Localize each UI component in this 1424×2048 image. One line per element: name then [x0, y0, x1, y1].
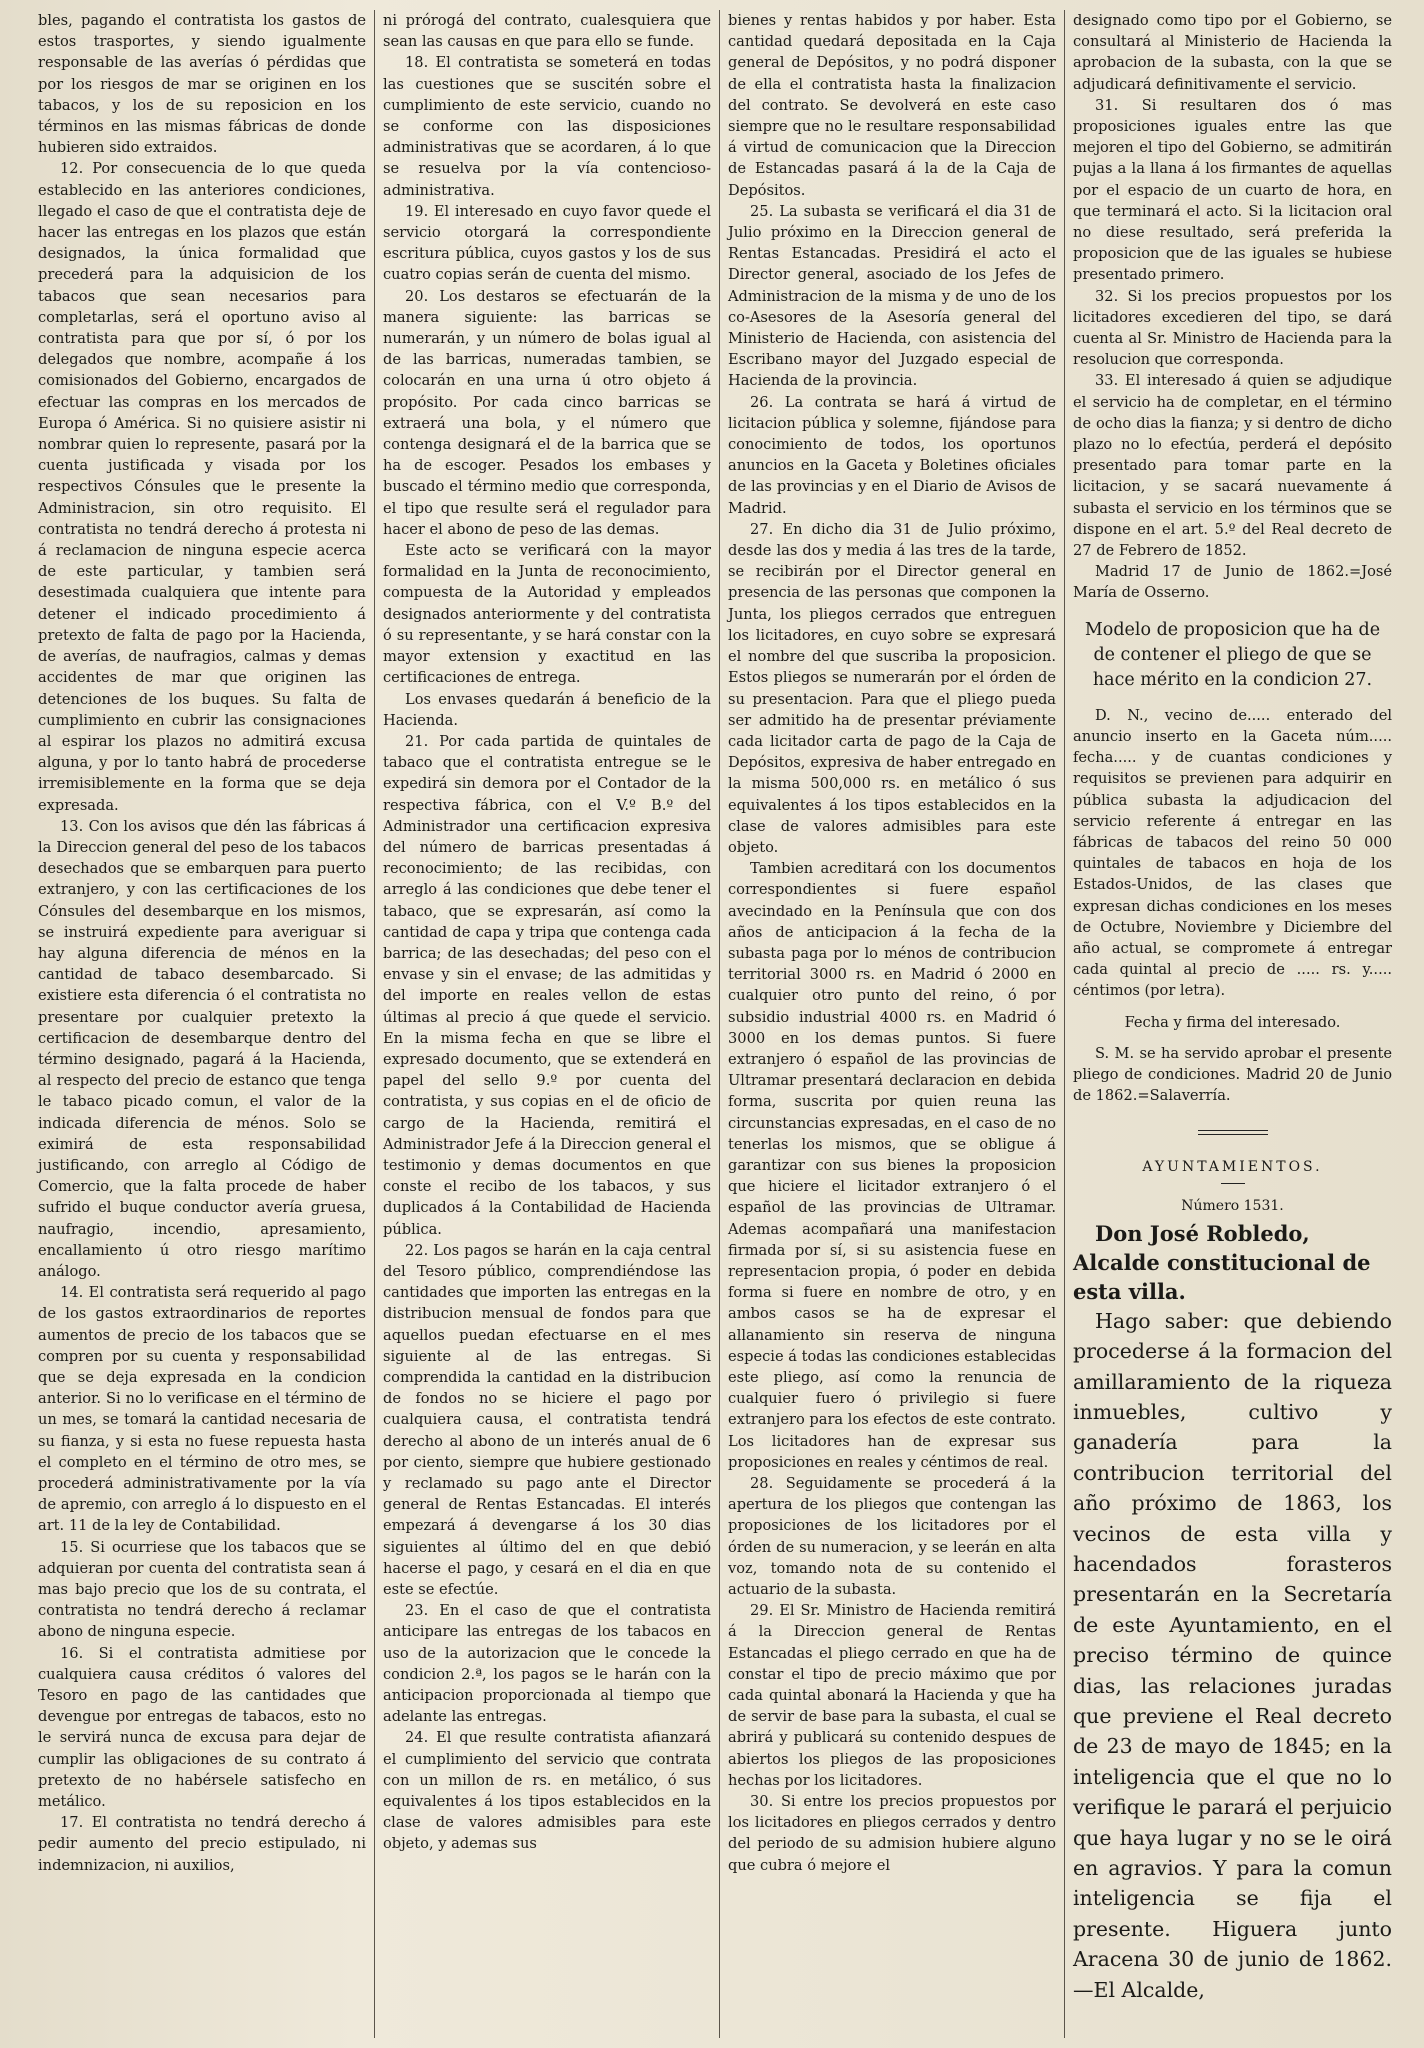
condition-32: 32. Si los precios propuestos por los licitadores excedieren del tipo, se dará cuenta al Sr. Ministro de Hacienda para la resolucion que corresponda. [1073, 287, 1392, 369]
condition-31: 31. Si resultaren dos ó mas proposiciones iguales entre las que mejoren el tipo del Gobierno, se admitirán pujas a la llana á los firmantes de aquellas por el espacio de un cuarto de hora, en que terminará el acto. Si la licitacion oral no diese resultado, será preferida la proposicion que de las iguales se hubiese presentado primero. [1073, 96, 1392, 284]
condition-15: 15. Si ocurriese que los tabacos que se adquieran por cuenta del contratista sean á mas bajo precio que los de su contrata, el contratista no tendrá derecho á reclamar abono de ninguna especie. [38, 1538, 366, 1641]
condition-13: 13. Con los avisos que dén las fábricas á la Direccion general del peso de los tabacos desechados que se embarquen para puerto extranjero, y con las certificaciones de los Cónsules del desembarque en los mismos, se instruirá expediente para averiguar si hay alguna diferencia de ménos en la cantidad de tabaco desembarcado. Si existiere esta diferencia ó el contratista no presentare por cualquier pretexto la certificacion de desembarque dentro del término designado, pagará á la Hacienda, al respecto del precio de estanco que tenga le tabaco picado comun, el valor de la indicada diferencia de ménos. Solo se eximirá de esta responsabilidad justificando, con arreglo al Código de Comercio, que la falta procede de haber sufrido el buque conductor avería gruesa, naufragio, incendio, apresamiento, encallamiento ú otro riesgo marítimo análogo. [38, 817, 366, 1280]
condition-22: 22. Los pagos se harán en la caja central del Tesoro público, comprendiéndose las cantidades que importen las entregas en la distribucion mensual de fondos para que aquellos puedan efectuarse en el mes siguiente al de las entregas. Si comprendida la cantidad en la distribucion de fondos no se hiciere el pago por cualquiera causa, el contratista tendrá derecho al abono de un interés anual de 6 por ciento, siempre que hubiere gestionado y reclamado su pago ante el Director general de Rentas Estancadas. El interés empezará á devengarse á los 30 dias siguientes al último del en que debió hacerse el pago, y cesará en el dia en que este se efectúe. [383, 1241, 711, 1599]
condition-14: 14. El contratista será requerido al pago de los gastos extraordinarios de reportes aumentos de precio de los tabacos que se compren por su cuenta y responsabilidad que se deja expresada en la condicion anterior. Si no lo verificase en el término de un mes, se tomará la cantidad necesaria de su fianza, y si esta no fuese repuesta hasta el completo en el término de otro mes, se procederá administrativamente por la vía de apremio, con arreglo á lo dispuesto en el art. 11 de la ley de Contabilidad. [38, 1284, 366, 1535]
paragraph: bles, pagando el contratista los gastos de estos trasportes, y siendo igualmente responsable de las averías ó pérdidas que por los riesgos de mar se originen en los tabacos, y los de su reposicion en los términos en las mismas fábricas de donde hubieren sido extraidos. [38, 12, 366, 157]
signature-line: Madrid 17 de Junio de 1862.=José María de Osserno. [1073, 563, 1392, 602]
column-4 [1065, 10, 1400, 2038]
condition-29: 29. El Sr. Ministro de Hacienda remitirá á la Direccion general de Rentas Estancadas el pliego cerrado en que ha de constar el tipo de precio máximo que por cada quintal abonará la Hacienda y que ha de servir de base para la subasta, el cual se abrirá y publicará su contenido despues de abiertos los pliegos de las proposiciones hechas por los licitadores. [728, 1602, 1056, 1789]
small-divider [1221, 1183, 1245, 1184]
condition-12: 12. Por consecuencia de lo que queda establecido en las anteriores condiciones, llegado el caso de que el contratista deje de hacer las entregas en los plazos que están designados, la única formalidad que precederá para la adquisicion de los tabacos que sean necesarios para completarlas, será el oportuno aviso al contratista para que por sí, ó por los delegados que nombre, acompañe á los comisionados del Gobierno, encargados de efectuar las compras en los mercados de Europa ó América. Si no quisiere asistir ni nombrar quien lo represente, pasará por la cuenta justificada y visada por los respectivos Cónsules que le presente la Administracion, sin otro requisito. El contratista no tendrá derecho á protesta ni á reclamacion de ninguna especie acerca de este particular, y tambien será desestimada cualquiera que intente para detener el indicado procedimiento á pretexto de falta de pago por la Hacienda, de averías, de naufragios, calmas y demas accidentes de mar que originen las detenciones de los buques. Su falta de cumplimiento en cubrir las consignaciones al espirar los plazos no admitirá excusa alguna, y por lo tanto habrá de procederse irremisiblemente en la forma que se deja expresada. [38, 160, 366, 814]
edict-header: Don José Robledo, Alcalde constitucional de esta villa. [1073, 1220, 1371, 1304]
section-title: AYUNTAMIENTOS. [1142, 1159, 1323, 1176]
condition-24: 24. El que resulte contratista afianzará el cumplimiento del servicio que contrata con un millon de rs. en metálico, ó sus equivalentes á los tipos establecidos en la clase de valores admisibles para este objeto, y ademas sus [383, 1729, 711, 1853]
condition-26: 26. La contrata se hará á virtud de licitacion pública y solemne, fijándose para conocimiento de todos, los oportunos anuncios en la Gaceta y Boletines oficiales de las provincias y en el Diario de Avisos de Madrid. [728, 393, 1056, 517]
paragraph: Los envases quedarán á beneficio de la Hacienda. [383, 690, 711, 729]
paragraph: bienes y rentas habidos y por haber. Esta cantidad quedará depositada en la Caja general de Depósitos, y no podrá disponer de ella el contratista hasta la finalizacion del contrato. Se devolverá en este caso siempre que no le resultare responsabilidad á virtud de comunicacion que la Direccion de Estancadas pasará á la de la Caja de Depósitos. [728, 12, 1056, 199]
condition-23: 23. En el caso de que el contratista anticipare las entregas de los tabacos en uso de la autorizacion que le concede la condicion 2.ª, los pagos se le harán con la anticipacion proporcionada al tiempo que adelante las entregas. [383, 1602, 711, 1726]
paragraph: Este acto se verificará con la mayor formalidad en la Junta de reconocimiento, compuesta de la Autoridad y empleados designados anteriormente y del contratista ó su representante, y se hará constar con la mayor extension y exactitud en las certificaciones de entrega. [383, 542, 711, 687]
model-text: D. N., vecino de..... enterado del anuncio inserto en la Gaceta núm..... fecha..... y de cuantas condiciones y requisitos se previenen para adquirir en pública subasta la adjudicacion del servicio referente á entregar en las fábricas de tabacos del reino 50 000 quintales de tabacos en hoja de los Estados-Unidos, de las clases que expresan dichas condiciones en los meses de Octubre, Noviembre y Diciembre del año actual, se compromete á entregar cada quintal al precio de ..... rs. y..... céntimos (por letra). [1073, 706, 1392, 1000]
column-3 [720, 10, 1065, 2038]
edict-number: Número 1531. [1181, 1197, 1284, 1214]
condition-20: 20. Los destaros se efectuarán de la manera siguiente: las barricas se numerarán, y un número de bolas igual al de las barricas, numeradas tambien, se colocarán en una urna ú otro objeto á propósito. Por cada cinco barricas se extraerá una bola, y el número que contenga designará el de la barrica que se ha de escoger. Pesados los embases y buscado el término medio que corresponda, el tipo que resulte será el regulador para hacer el abono de peso de las demas. [383, 287, 711, 538]
model-title: Modelo de proposicion que ha de de contener el pliego de que se hace mérito en la condicion 27. [1084, 619, 1381, 690]
approval-note: S. M. se ha servido aprobar el presente pliego de condiciones. Madrid 20 de Junio de 1862.=Salaverría. [1073, 1044, 1392, 1105]
section-divider [1198, 1130, 1268, 1135]
condition-30: 30. Si entre los precios propuestos por los licitadores en pliegos cerrados y dentro del periodo de su admision hubiere alguno que cubra ó mejore el [728, 1793, 1056, 1874]
condition-33: 33. El interesado á quien se adjudique el servicio ha de completar, en el término de ocho dias la fianza; y si dentro de dicho plazo no lo efectúa, perderá el depósito presentado para tomar parte en la licitacion, y se sacará nuevamente á subasta el servicio en los términos que se dispone en el art. 5.º del Real decreto de 27 de Febrero de 1852. [1073, 372, 1392, 560]
edict-body: Hago saber: que debiendo procederse á la formacion del amillaramiento de la riqueza inmuebles, cultivo y ganadería para la contribucion territorial del año próximo de 1863, los vecinos de esta villa y hacendados forasteros presentarán en la Secretaría de este Ayuntamiento, en el preciso término de quince dias, las relaciones juradas que previene el Real decreto de 23 de mayo de 1845; en la inteligencia que el que no lo verifique le parará el perjuicio que haya lugar y no se le oirá en agravios. Y para la comun inteligencia se fija el presente. Higuera junto Aracena 30 de junio de 1862.—El Alcalde, [1073, 1308, 1392, 2002]
condition-16: 16. Si el contratista admitiese por cualquiera causa créditos ó valores del Tesoro en pago de las cantidades que devengue por entregas de tabacos, esto no le servirá nunca de excusa para dejar de cumplir las obligaciones de su contrato á pretexto de no habérsele satisfecho en metálico. [38, 1644, 366, 1811]
column-2 [375, 10, 720, 2038]
paragraph: designado como tipo por el Gobierno, se consultará al Ministerio de Hacienda la aprobacion de la subasta, con la que se adjudicará definitivamente el servicio. [1073, 12, 1392, 93]
paragraph: ni prórogá del contrato, cualesquiera que sean las causas en que para ello se funde. [383, 12, 711, 51]
column-1 [30, 10, 375, 2038]
page-columns [30, 10, 1400, 2038]
condition-25: 25. La subasta se verificará el dia 31 de Julio próximo en la Direccion general de Rentas Estancadas. Presidirá el acto el Director general, asociado de los Jefes de Administracion de la misma y de uno de los co-Asesores de la Asesoría general del Ministerio de Hacienda, con asistencia del Escribano mayor del Juzgado especial de Hacienda de la provincia. [728, 202, 1056, 390]
condition-28: 28. Seguidamente se procederá á la apertura de los pliegos que contengan las proposiciones de los licitadores por el órden de su numeracion, y se leerán en alta voz, tomando nota de su contenido el actuario de la subasta. [728, 1475, 1056, 1599]
paragraph: Tambien acreditará con los documentos correspondientes si fuere español avecindado en la Península que con dos años de anticipacion á la fecha de la subasta paga por lo ménos de contribucion territorial 3000 rs. en Madrid ó 2000 en cualquier otro punto del reino, ó por subsidio industrial 4000 rs. en Madrid ó 3000 en los demas puntos. Si fuere extranjero ó español de las provincias de Ultramar presentará declaracion en debida forma, suscrita por quien reuna las circunstancias expresadas, en el caso de no tenerlas los mismos, que se obligue á garantizar con sus bienes la proposicion que hiciere el licitador extranjero ó el español de las provincias de Ultramar. Ademas acompañará una manifestacion firmada por sí, si su asistencia fuese en representacion propia, ó poder en debida forma si fuere en nombre de otro, y en ambos casos se ha de expresar el allanamiento sin reserva de ninguna especie á todas las condiciones establecidas este pliego, así como la renuncia de cualquier fuero ó privilegio si fuere extranjero para los efectos de este contrato. Los licitadores han de expresar sus proposiciones en reales y céntimos de real. [728, 860, 1056, 1471]
condition-27: 27. En dicho dia 31 de Julio próximo, desde las dos y media á las tres de la tarde, se recibirán por el Director general en presencia de las personas que componen la Junta, los pliegos cerrados que entreguen los licitadores, en cuyo sobre se expresará el nombre del que suscriba la proposicion. Estos pliegos se numerarán por el órden de su presentacion. Para que el pliego pueda ser admitido ha de presentar préviamente cada licitador carta de pago de la Caja de Depósitos, expresiva de haber entregado en la misma 500,000 rs. en metálico ó sus equivalentes á los tipos establecidos en la clase de valores admisibles para este objeto. [728, 520, 1056, 856]
signature-note: Fecha y firma del interesado. [1124, 1013, 1341, 1031]
condition-21: 21. Por cada partida de quintales de tabaco que el contratista entregue se le expedirá sin demora por el Contador de la respectiva fábrica, con el V.º B.º del Administrador una certificacion expresiva del número de barricas presentadas á reconocimiento; de las recibidas, con arreglo á las condiciones que debe tener el tabaco, que se expresarán, así como la cantidad de capa y tripa que contenga cada barrica; de las desechadas; del peso con el envase y sin el envase; de las admitidas y del importe en reales vellon de estas últimas al precio á que quede el servicio. En la misma fecha en que se libre el expresado documento, que se extenderá en papel del sello 9.º por cuenta del contratista, y sus copias en el de oficio de cargo de la Hacienda, remitirá el Administrador Jefe á la Direccion general el testimonio y demas documentos en que conste el recibo de los tabacos, y sus duplicados á la Contabilidad de Hacienda pública. [383, 732, 711, 1238]
condition-18: 18. El contratista se someterá en todas las cuestiones que se suscitén sobre el cumplimiento de este servicio, cuando no se conforme con las disposiciones administrativas que se acordaren, á lo que se resuelva por la vía contencioso-administrativa. [383, 54, 711, 199]
condition-19: 19. El interesado en cuyo favor quede el servicio otorgará la correspondiente escritura pública, cuyos gastos y los de sus cuatro copias serán de cuenta del mismo. [383, 202, 711, 284]
condition-17: 17. El contratista no tendrá derecho á pedir aumento del precio estipulado, ni indemnizacion, ni auxilios, [38, 1814, 366, 1874]
